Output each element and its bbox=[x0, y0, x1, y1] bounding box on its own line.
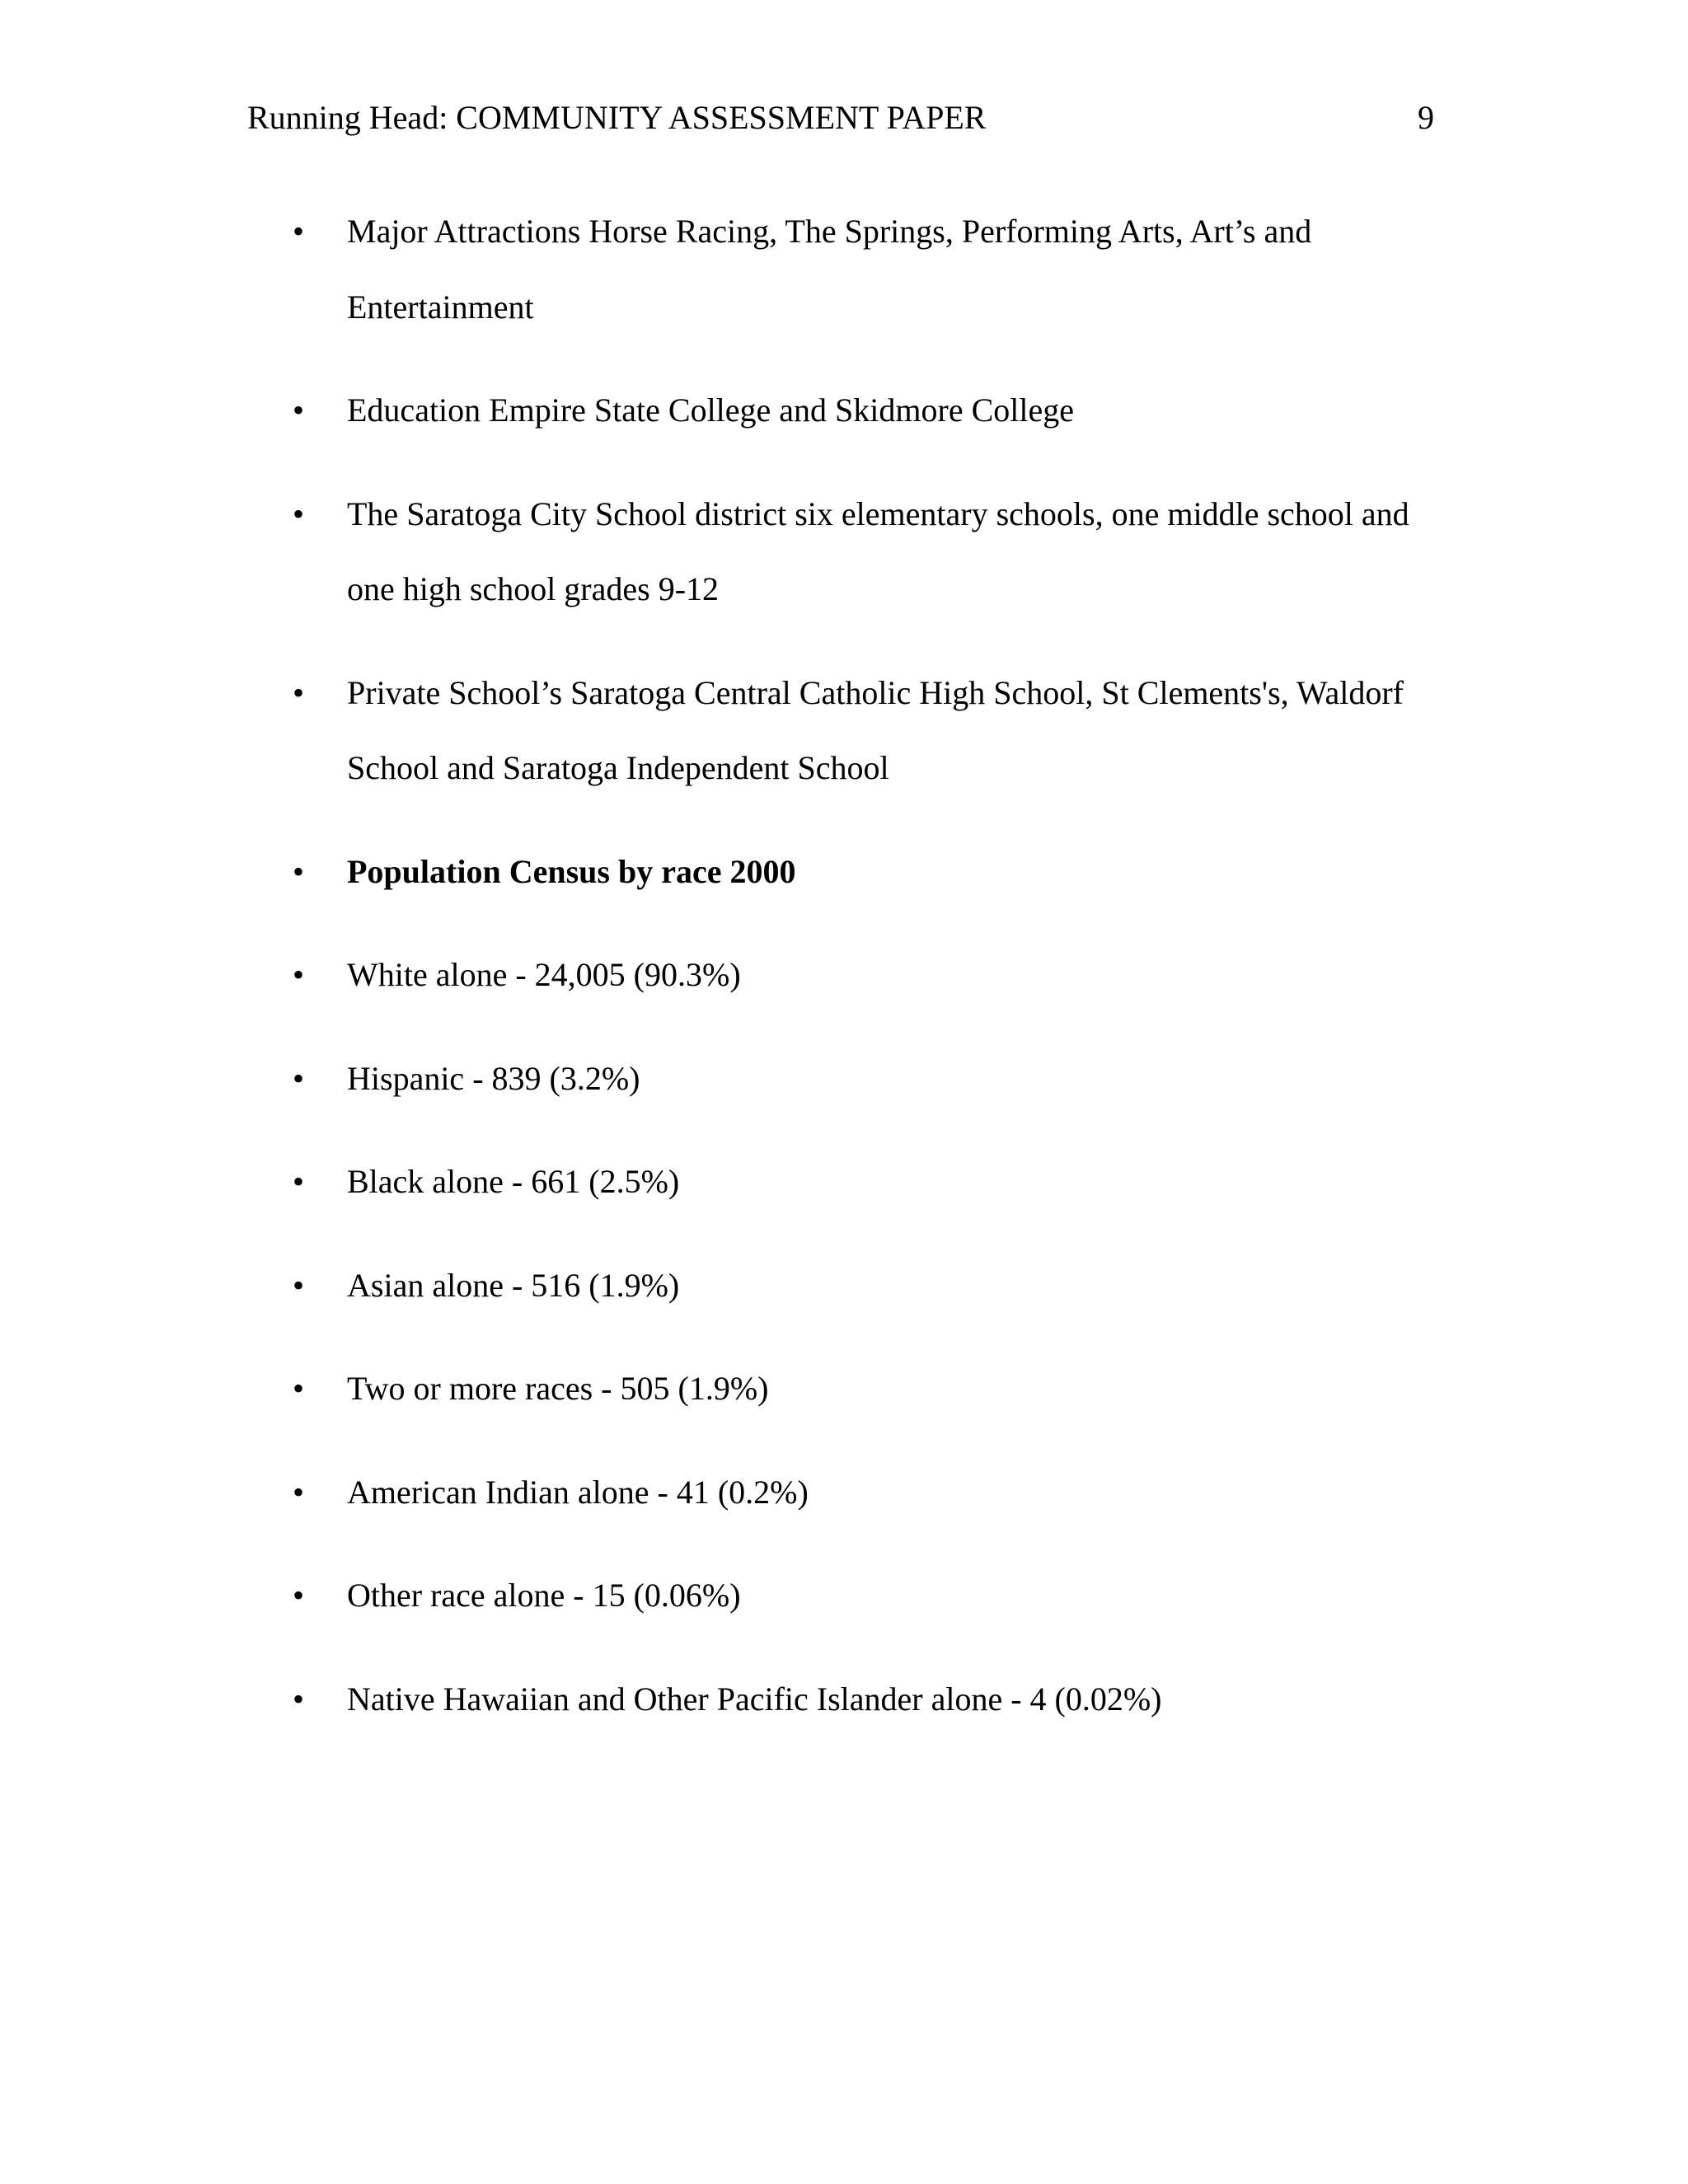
list-item-text: White alone - 24,005 (90.3%) bbox=[347, 956, 741, 993]
list-item-text: Black alone - 661 (2.5%) bbox=[347, 1163, 680, 1200]
list-item-text: Other race alone - 15 (0.06%) bbox=[347, 1577, 741, 1614]
bullet-icon: • bbox=[293, 1577, 305, 1614]
bullet-icon: • bbox=[293, 494, 305, 532]
bullet-icon: • bbox=[293, 1059, 305, 1097]
list-item bbox=[293, 194, 1438, 344]
list-item bbox=[293, 1661, 1438, 1737]
page-number: 9 bbox=[1418, 99, 1434, 136]
list-item-text: Hispanic - 839 (3.2%) bbox=[347, 1059, 640, 1097]
list-item bbox=[293, 1455, 1438, 1530]
list-item bbox=[293, 1248, 1438, 1324]
list-item-text: Education Empire State College and Skidmore College bbox=[347, 391, 1075, 429]
bullet-icon: • bbox=[293, 391, 305, 429]
bullet-icon: • bbox=[293, 1370, 305, 1407]
list-item-text: The Saratoga City School district six elementary schools, one middle school and one high school grades 9-12 bbox=[347, 494, 1409, 607]
bullet-list bbox=[293, 194, 1438, 1765]
list-item bbox=[293, 1144, 1438, 1220]
bullet-icon: • bbox=[293, 1473, 305, 1511]
list-item-text: American Indian alone - 41 (0.2%) bbox=[347, 1473, 809, 1511]
list-item-text: Private School’s Saratoga Central Catholic High School, St Clements's, Waldorf School and Saratoga Independent School bbox=[347, 673, 1404, 786]
bullet-icon: • bbox=[293, 956, 305, 993]
list-item bbox=[293, 1351, 1438, 1427]
page-header bbox=[247, 97, 1434, 138]
list-item-text: Major Attractions Horse Racing, The Springs, Performing Arts, Art’s and Entertainment bbox=[347, 213, 1312, 326]
list-item bbox=[293, 655, 1438, 806]
running-head: Running Head: COMMUNITY ASSESSMENT PAPER bbox=[247, 99, 987, 136]
list-item bbox=[293, 1041, 1438, 1117]
bullet-icon: • bbox=[293, 1680, 305, 1718]
bullet-icon: • bbox=[293, 213, 305, 250]
list-item-text: Native Hawaiian and Other Pacific Islander alone - 4 (0.02%) bbox=[347, 1680, 1162, 1718]
list-item bbox=[293, 937, 1438, 1013]
list-item bbox=[293, 1558, 1438, 1633]
list-item-text: Asian alone - 516 (1.9%) bbox=[347, 1266, 680, 1304]
bullet-icon: • bbox=[293, 852, 305, 890]
bullet-icon: • bbox=[293, 1266, 305, 1304]
list-item-text: Two or more races - 505 (1.9%) bbox=[347, 1370, 769, 1407]
list-item-heading bbox=[293, 834, 1438, 910]
bullet-icon: • bbox=[293, 673, 305, 711]
list-item bbox=[293, 476, 1438, 627]
list-item bbox=[293, 373, 1438, 448]
bullet-icon: • bbox=[293, 1163, 305, 1200]
census-heading: Population Census by race 2000 bbox=[347, 852, 796, 890]
